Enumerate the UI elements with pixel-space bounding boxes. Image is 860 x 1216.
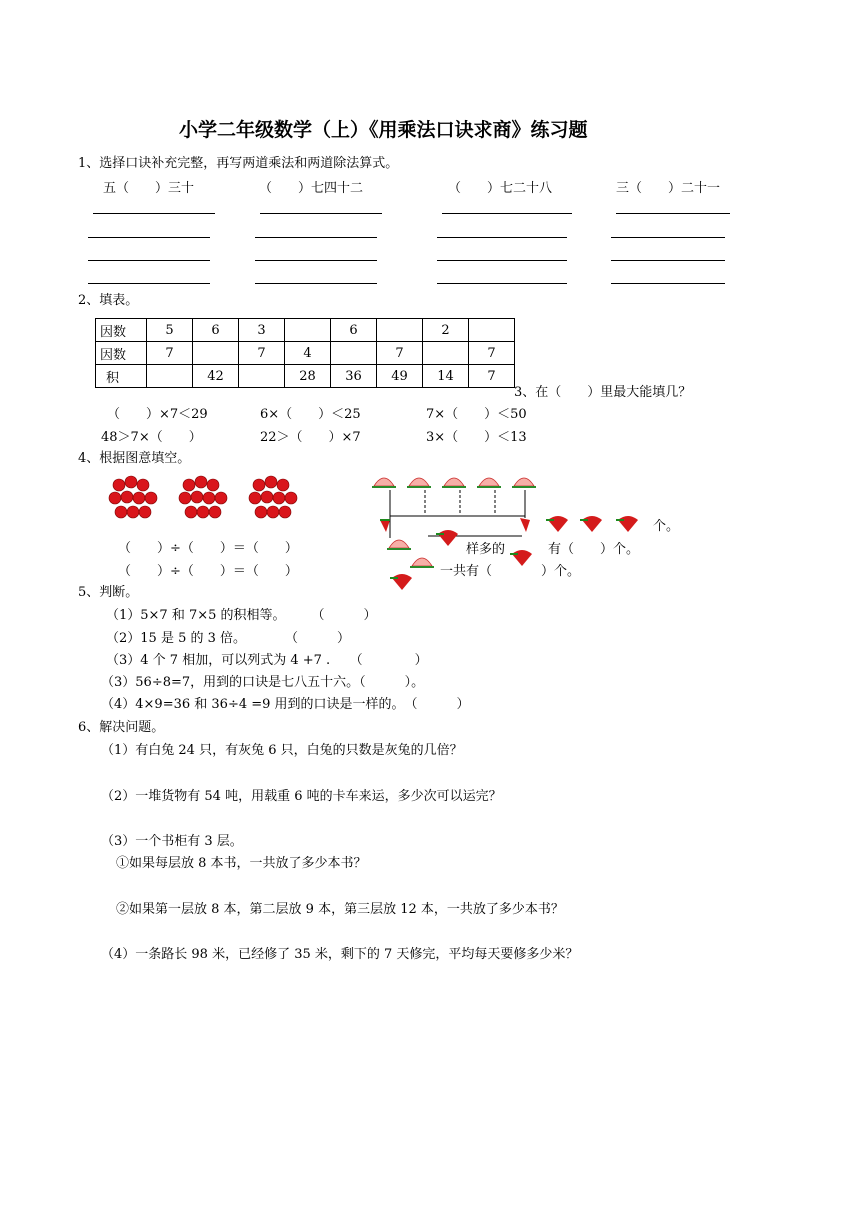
table-cell[interactable]: 36 (331, 365, 377, 388)
answer-line[interactable] (260, 213, 382, 214)
section2-heading: 2、填表。 (78, 293, 139, 308)
table-cell[interactable]: 7 (469, 365, 515, 388)
table-cell[interactable]: 5 (147, 319, 193, 342)
problem-2: （2）一堆货物有 54 吨，用载重 6 吨的卡车来运，多少次可以运完？ (101, 789, 502, 804)
table-cell[interactable]: 7 (377, 342, 423, 365)
answer-line[interactable] (437, 260, 567, 261)
peach-icon (512, 478, 536, 487)
section1-heading: 1、选择口诀补充完整，再写两道乘法和两道除法算式。 (78, 156, 399, 171)
table-cell[interactable]: 4 (285, 342, 331, 365)
s1-item-3: （ ）七二十八 (448, 181, 553, 196)
apple-groups-illustration (105, 472, 305, 528)
peach-icon (407, 478, 431, 487)
factor-table (95, 318, 515, 388)
s1-item-2: （ ）七四十二 (259, 181, 364, 196)
table-cell[interactable] (423, 342, 469, 365)
peach-icon (410, 558, 434, 567)
answer-line[interactable] (93, 213, 215, 214)
peach-icon (387, 540, 411, 549)
s4-text-3b: ）个。 (541, 564, 581, 579)
strawberry-icon (380, 520, 390, 532)
peach-row (372, 478, 536, 487)
strawberry-row (380, 516, 638, 532)
section3-heading: 3、在（ ）里最大能填几？ (514, 385, 692, 400)
strawberry-icon (546, 516, 568, 532)
table-cell[interactable]: 49 (377, 365, 423, 388)
peach-icon (372, 478, 396, 487)
table-row (96, 365, 515, 388)
s4-text-2a: 样多的 (466, 542, 506, 557)
table-cell: 积 (96, 365, 147, 388)
s3-item: 22＞（ ）×7 (260, 430, 361, 445)
answer-line[interactable] (437, 283, 567, 284)
s4-text-1: 个。 (653, 519, 680, 534)
table-cell[interactable]: 42 (193, 365, 239, 388)
table-cell[interactable]: 7 (469, 342, 515, 365)
table-row (96, 319, 515, 342)
table-cell[interactable]: 2 (423, 319, 469, 342)
s3-item: 7×（ ）＜50 (426, 407, 527, 422)
judge-item: （1）5×7 和 7×5 的积相等。 （ ） (106, 608, 377, 623)
table-cell[interactable] (331, 342, 377, 365)
table-row (96, 342, 515, 365)
answer-line[interactable] (255, 260, 377, 261)
strawberry-icon (390, 574, 412, 590)
comparison-bracket (390, 490, 525, 538)
peach-strawberry-diagram (370, 468, 650, 593)
judge-item: （3）4 个 7 相加，可以列式为 4 +7 . （ ） (106, 653, 428, 668)
strawberry-icon (520, 518, 530, 532)
s3-item: 6×（ ）＜25 (260, 407, 361, 422)
problem-3a: ①如果每层放 8 本书，一共放了多少本书？ (116, 856, 367, 871)
table-cell: 因数 (96, 342, 147, 365)
table-cell[interactable] (239, 365, 285, 388)
s1-item-4: 三（ ）二十一 (616, 181, 721, 196)
section4-heading: 4、根据图意填空。 (78, 451, 191, 466)
table-cell[interactable]: 14 (423, 365, 469, 388)
answer-line[interactable] (88, 283, 210, 284)
peach-icon (442, 478, 466, 487)
answer-line[interactable] (442, 213, 572, 214)
peach-icon (477, 478, 501, 487)
answer-line[interactable] (255, 283, 377, 284)
table-cell[interactable]: 7 (147, 342, 193, 365)
table-cell[interactable] (193, 342, 239, 365)
s3-item: 48＞7×（ ） (101, 430, 202, 445)
table-cell[interactable] (285, 319, 331, 342)
table-cell[interactable]: 6 (331, 319, 377, 342)
judge-item: （3）56÷8=7，用到的口诀是七八五十六。（ ）。 (101, 675, 425, 690)
table-cell[interactable]: 3 (239, 319, 285, 342)
problem-4: （4）一条路长 98 米，已经修了 35 米，剩下的 7 天修完，平均每天要修多少米？ (101, 947, 579, 962)
answer-line[interactable] (616, 213, 730, 214)
answer-line[interactable] (437, 237, 567, 238)
table-cell[interactable]: 28 (285, 365, 331, 388)
s3-item: 3×（ ）＜13 (426, 430, 527, 445)
answer-line[interactable] (611, 260, 725, 261)
problem-3: （3）一个书柜有 3 层。 (101, 834, 243, 849)
answer-line[interactable] (88, 237, 210, 238)
strawberry-icon (510, 550, 532, 566)
judge-item: （2）15 是 5 的 3 倍。 （ ） (106, 631, 351, 646)
s4-equation-2: （ ）÷（ ）＝（ ） (118, 564, 298, 579)
strawberry-icon (580, 516, 602, 532)
s1-item-1: 五（ ）三十 (103, 181, 195, 196)
section6-heading: 6、解决问题。 (78, 720, 165, 735)
strawberry-icon (436, 530, 458, 546)
s4-equation-1: （ ）÷（ ）＝（ ） (118, 541, 298, 556)
apple-group-3 (249, 476, 297, 518)
s4-text-2b: 有（ ）个。 (548, 542, 640, 557)
apple-group-1 (109, 476, 157, 518)
problem-1: （1）有白兔 24 只，有灰兔 6 只，白兔的只数是灰兔的几倍？ (101, 743, 463, 758)
section5-heading: 5、判断。 (78, 585, 139, 600)
answer-line[interactable] (611, 283, 725, 284)
strawberry-icon (616, 516, 638, 532)
table-cell[interactable]: 6 (193, 319, 239, 342)
table-cell[interactable]: 7 (239, 342, 285, 365)
table-cell: 因数 (96, 319, 147, 342)
s3-item: （ ）×7＜29 (107, 407, 208, 422)
apple-group-2 (179, 476, 227, 518)
table-cell[interactable] (147, 365, 193, 388)
answer-line[interactable] (255, 237, 377, 238)
problem-3b: ②如果第一层放 8 本，第二层放 9 本，第三层放 12 本，一共放了多少本书？ (116, 902, 564, 917)
table-cell[interactable] (377, 319, 423, 342)
answer-line[interactable] (611, 237, 725, 238)
page-title: 小学二年级数学（上）《用乘法口诀求商》练习题 (179, 119, 588, 141)
judge-item: （4）4×9=36 和 36÷4 =9 用到的口诀是一样的。 （ ） (101, 697, 470, 712)
s4-text-3a: 一共有（ (440, 564, 493, 579)
answer-line[interactable] (88, 260, 210, 261)
table-cell[interactable] (469, 319, 515, 342)
